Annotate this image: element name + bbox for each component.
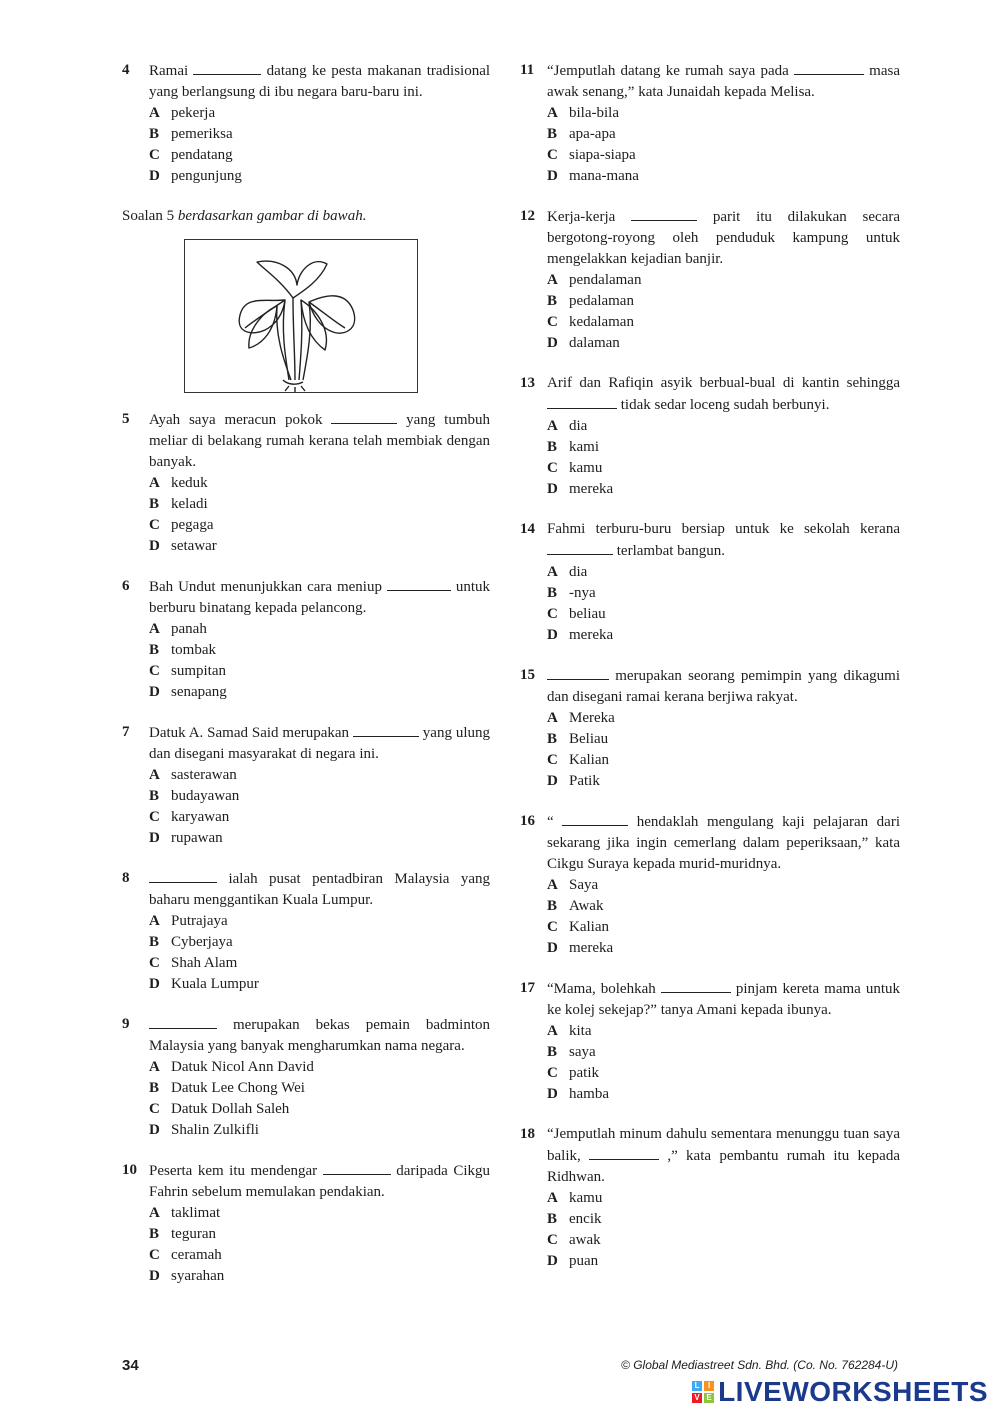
option-letter: A <box>149 105 160 121</box>
option-c[interactable] <box>520 750 900 771</box>
option-text: Putrajaya <box>171 913 228 929</box>
option-d[interactable] <box>122 828 490 849</box>
option-text: setawar <box>171 538 217 554</box>
option-b[interactable] <box>520 1209 900 1230</box>
option-letter: D <box>547 1086 558 1102</box>
option-letter: C <box>149 809 160 825</box>
question-stem <box>122 60 490 103</box>
question-4 <box>122 60 490 187</box>
option-text: keladi <box>171 496 208 512</box>
option-b[interactable] <box>122 786 490 807</box>
option-letter: D <box>149 538 160 554</box>
option-letter: A <box>149 913 160 929</box>
question-number: 8 <box>122 870 130 886</box>
option-text: -nya <box>569 585 596 601</box>
question-6 <box>122 576 490 703</box>
option-letter: B <box>149 1226 160 1242</box>
option-text: rupawan <box>171 830 223 846</box>
stem-text-before: Kerja-kerja <box>547 209 616 225</box>
option-letter: D <box>547 940 558 956</box>
option-text: Beliau <box>569 731 609 747</box>
option-text: sasterawan <box>171 767 237 783</box>
option-text: siapa-siapa <box>569 147 636 163</box>
option-letter: C <box>149 147 160 163</box>
stem-text-after: yang tumbuh meliar di belakang rumah kerana telah membiak dengan banyak. <box>149 412 491 470</box>
answer-blank[interactable] <box>193 60 261 75</box>
option-text: Kalian <box>569 919 609 935</box>
section-5-instruction <box>122 206 490 227</box>
question-number: 6 <box>122 578 130 594</box>
option-text: Patik <box>569 773 600 789</box>
option-text: Shah Alam <box>171 955 238 971</box>
stem-text-before: Bah Undut menunjukkan cara meniup <box>149 579 382 595</box>
question-18 <box>520 1124 900 1272</box>
option-c[interactable] <box>520 1230 900 1251</box>
option-letter: D <box>149 830 160 846</box>
option-letter: A <box>547 877 558 893</box>
option-letter: B <box>149 934 160 950</box>
option-letter: B <box>547 126 558 142</box>
option-text: Mereka <box>569 710 615 726</box>
option-text: patik <box>569 1065 599 1081</box>
option-d[interactable] <box>122 974 490 995</box>
question-number: 11 <box>520 62 535 78</box>
answer-blank[interactable] <box>547 540 613 555</box>
option-letter: B <box>149 126 160 142</box>
stem-text-after: parit itu dilakukan secara bergotong-royong oleh penduduk kampung untuk mengelakkan kejadian banjir. <box>547 209 901 267</box>
option-letter: A <box>149 767 160 783</box>
option-text: mereka <box>569 627 614 643</box>
option-letter: A <box>547 105 558 121</box>
stem-text-after: merupakan bekas pemain badminton Malaysia yang banyak mengharumkan nama negara. <box>149 1017 491 1054</box>
option-d[interactable] <box>122 1266 490 1287</box>
answer-blank[interactable] <box>149 868 217 883</box>
option-letter: D <box>547 1253 558 1269</box>
option-text: dia <box>569 564 588 580</box>
question-number: 14 <box>520 521 535 537</box>
question-16 <box>520 811 900 959</box>
option-text: tombak <box>171 642 216 658</box>
option-letter: C <box>547 147 558 163</box>
question-stem <box>520 1124 900 1188</box>
question-8 <box>122 868 490 995</box>
stem-text-before: Datuk A. Samad Said merupakan <box>149 725 350 741</box>
option-text: pedalaman <box>569 293 634 309</box>
option-a[interactable] <box>122 765 490 786</box>
option-b[interactable] <box>520 1042 900 1063</box>
option-letter: D <box>149 684 160 700</box>
option-text: bila-bila <box>569 105 619 121</box>
question-number: 15 <box>520 667 535 683</box>
option-c[interactable] <box>520 145 900 166</box>
option-text: pendalaman <box>569 272 642 288</box>
option-c[interactable] <box>520 917 900 938</box>
logo-letter-i: I <box>704 1381 714 1391</box>
option-text: budayawan <box>171 788 240 804</box>
option-c[interactable] <box>122 145 490 166</box>
option-text: puan <box>569 1253 599 1269</box>
answer-blank[interactable] <box>661 978 731 993</box>
option-letter: B <box>547 898 558 914</box>
stem-text-before: Ramai <box>149 63 189 79</box>
question-number: 10 <box>122 1162 137 1178</box>
question-stem <box>122 576 490 619</box>
option-a[interactable] <box>520 1188 900 1209</box>
option-letter: D <box>149 976 160 992</box>
option-letter: A <box>547 564 558 580</box>
answer-blank[interactable] <box>547 394 617 409</box>
stem-text-after: ialah pusat pentadbiran Malaysia yang baharu menggantikan Kuala Lumpur. <box>149 871 490 908</box>
option-letter: B <box>149 1080 160 1096</box>
option-text: hamba <box>569 1086 609 1102</box>
logo-letter-e: E <box>704 1393 714 1403</box>
stem-text-after: pinjam kereta mama untuk ke kolej sekejap?” tanya Amani kepada ibunya. <box>547 981 901 1018</box>
option-letter: D <box>149 1122 160 1138</box>
option-a[interactable] <box>520 270 900 291</box>
answer-blank[interactable] <box>589 1145 659 1160</box>
option-text: pendatang <box>171 147 233 163</box>
option-letter: C <box>149 1101 160 1117</box>
option-b[interactable] <box>520 124 900 145</box>
option-a[interactable] <box>122 1057 490 1078</box>
option-c[interactable] <box>520 604 900 625</box>
option-d[interactable] <box>122 166 490 187</box>
option-text: Kalian <box>569 752 609 768</box>
stem-text-before: Fahmi terburu-buru bersiap untuk ke sekolah kerana <box>547 521 900 537</box>
brand-logo-icon <box>692 1381 714 1403</box>
option-b[interactable] <box>122 124 490 145</box>
option-letter: A <box>547 1190 558 1206</box>
option-text: sumpitan <box>171 663 226 679</box>
option-text: karyawan <box>171 809 230 825</box>
stem-text-after: tidak sedar loceng sudah berbunyi. <box>620 397 830 413</box>
option-b[interactable] <box>520 729 900 750</box>
option-a[interactable] <box>122 911 490 932</box>
question-number: 12 <box>520 208 535 224</box>
question-number: 7 <box>122 724 130 740</box>
option-letter: B <box>547 585 558 601</box>
stem-text-before: “ <box>547 814 554 830</box>
option-text: mereka <box>569 940 614 956</box>
option-a[interactable] <box>520 416 900 437</box>
option-letter: A <box>547 1023 558 1039</box>
option-text: pegaga <box>171 517 214 533</box>
option-letter: C <box>547 314 558 330</box>
option-text: syarahan <box>171 1268 225 1284</box>
left-column <box>122 60 490 1306</box>
liveworksheets-brand <box>692 1375 988 1409</box>
stem-text-after: hendaklah mengulang kaji pelajaran dari sekarang jika ingin cemerlang dalam peperiksaan,” kata Cikgu Suraya kepada murid-muridnya. <box>547 814 900 872</box>
question-11 <box>520 60 900 187</box>
question-number: 9 <box>122 1016 130 1032</box>
option-b[interactable] <box>520 291 900 312</box>
plant-picture <box>184 239 418 393</box>
option-letter: C <box>149 517 160 533</box>
option-text: awak <box>569 1232 601 1248</box>
question-stem <box>122 722 490 765</box>
stem-text-after: datang ke pesta makanan tradisional yang berlangsung di ibu negara baru-baru ini. <box>149 63 491 100</box>
question-10 <box>122 1160 490 1287</box>
option-a[interactable] <box>122 103 490 124</box>
right-column <box>520 60 900 1291</box>
option-a[interactable] <box>122 1203 490 1224</box>
option-letter: C <box>149 1247 160 1263</box>
option-text: Shalin Zulkifli <box>171 1122 259 1138</box>
option-b[interactable] <box>122 640 490 661</box>
question-number: 13 <box>520 375 535 391</box>
option-text: ceramah <box>171 1247 222 1263</box>
stem-text-after: masa awak senang,” kata Junaidah kepada Melisa. <box>547 63 900 100</box>
question-stem <box>520 60 900 103</box>
question-7 <box>122 722 490 849</box>
stem-text-before: “Jemputlah datang ke rumah saya pada <box>547 63 789 79</box>
stem-text-after: merupakan seorang pemimpin yang dikagumi dan disegani ramai kerana berjiwa rakyat. <box>547 668 900 705</box>
option-c[interactable] <box>520 1063 900 1084</box>
option-text: Datuk Dollah Saleh <box>171 1101 290 1117</box>
option-c[interactable] <box>122 515 490 536</box>
option-letter: C <box>149 955 160 971</box>
option-a[interactable] <box>520 708 900 729</box>
option-text: taklimat <box>171 1205 221 1221</box>
option-d[interactable] <box>122 536 490 557</box>
option-letter: A <box>149 475 160 491</box>
option-c[interactable] <box>122 1245 490 1266</box>
option-letter: B <box>547 439 558 455</box>
option-text: pekerja <box>171 105 216 121</box>
option-text: pengunjung <box>171 168 242 184</box>
option-text: Kuala Lumpur <box>171 976 259 992</box>
option-d[interactable] <box>122 682 490 703</box>
answer-blank[interactable] <box>562 811 628 826</box>
question-17 <box>520 978 900 1105</box>
option-text: dia <box>569 418 588 434</box>
option-letter: B <box>149 788 160 804</box>
option-text: Saya <box>569 877 599 893</box>
option-a[interactable] <box>122 619 490 640</box>
option-letter: B <box>149 642 160 658</box>
option-letter: B <box>547 1044 558 1060</box>
question-stem <box>520 665 900 708</box>
question-stem <box>520 519 900 562</box>
option-letter: B <box>547 293 558 309</box>
option-letter: C <box>149 663 160 679</box>
answer-blank[interactable] <box>387 576 451 591</box>
option-c[interactable] <box>122 953 490 974</box>
question-number: 17 <box>520 980 535 996</box>
option-letter: D <box>547 773 558 789</box>
option-text: mana-mana <box>569 168 639 184</box>
option-letter: A <box>149 621 160 637</box>
option-d[interactable] <box>520 333 900 354</box>
stem-text-after: terlambat bangun. <box>616 543 726 559</box>
option-text: Datuk Lee Chong Wei <box>171 1080 305 1096</box>
option-b[interactable] <box>520 896 900 917</box>
option-letter: D <box>149 1268 160 1284</box>
option-letter: C <box>547 606 558 622</box>
option-text: teguran <box>171 1226 216 1242</box>
question-12 <box>520 206 900 354</box>
option-b[interactable] <box>122 1224 490 1245</box>
option-letter: D <box>547 335 558 351</box>
question-stem <box>520 811 900 875</box>
option-letter: A <box>547 272 558 288</box>
option-b[interactable] <box>122 932 490 953</box>
option-b[interactable] <box>520 437 900 458</box>
question-number: 5 <box>122 411 130 427</box>
stem-text-before: Ayah saya meracun pokok <box>149 412 323 428</box>
option-text: Awak <box>569 898 604 914</box>
logo-letter-v: V <box>692 1393 702 1403</box>
option-b[interactable] <box>122 494 490 515</box>
question-number: 18 <box>520 1126 535 1142</box>
option-letter: C <box>547 752 558 768</box>
option-letter: C <box>547 919 558 935</box>
option-text: panah <box>171 621 207 637</box>
option-a[interactable] <box>122 473 490 494</box>
option-text: apa-apa <box>569 126 616 142</box>
option-d[interactable] <box>520 625 900 646</box>
page-number: 34 <box>122 1357 139 1374</box>
question-stem <box>520 978 900 1021</box>
option-text: Cyberjaya <box>171 934 233 950</box>
option-letter: A <box>547 418 558 434</box>
question-9 <box>122 1014 490 1141</box>
option-a[interactable] <box>520 562 900 583</box>
option-text: kedalaman <box>569 314 634 330</box>
option-text: kita <box>569 1023 592 1039</box>
question-5 <box>122 409 490 557</box>
option-text: saya <box>569 1044 596 1060</box>
stem-text-after: yang ulung dan disegani masyarakat di negara ini. <box>149 725 490 762</box>
option-text: senapang <box>171 684 227 700</box>
option-letter: D <box>149 168 160 184</box>
option-letter: D <box>547 481 558 497</box>
option-text: pemeriksa <box>171 126 233 142</box>
answer-blank[interactable] <box>331 409 397 424</box>
option-c[interactable] <box>122 1099 490 1120</box>
answer-blank[interactable] <box>794 60 864 75</box>
option-text: beliau <box>569 606 606 622</box>
question-stem <box>122 409 490 473</box>
section-text: berdasarkan gambar di bawah. <box>177 208 367 224</box>
option-letter: A <box>149 1205 160 1221</box>
footer-copyright: © Global Mediastreet Sdn. Bhd. (Co. No. 762284-U) <box>621 1358 898 1372</box>
question-stem <box>122 1014 490 1057</box>
stem-text-before: Arif dan Rafiqin asyik berbual-bual di kantin sehingga <box>547 375 900 391</box>
option-a[interactable] <box>520 103 900 124</box>
option-letter: B <box>547 1211 558 1227</box>
section-label: Soalan 5 <box>122 208 175 224</box>
option-b[interactable] <box>122 1078 490 1099</box>
option-d[interactable] <box>520 1251 900 1272</box>
answer-blank[interactable] <box>631 206 697 221</box>
option-letter: B <box>547 731 558 747</box>
option-letter: C <box>547 1232 558 1248</box>
question-number: 16 <box>520 813 535 829</box>
stem-text-before: “Mama, bolehkah <box>547 981 656 997</box>
stem-text-before: Peserta kem itu mendengar <box>149 1163 318 1179</box>
question-13 <box>520 373 900 500</box>
option-text: encik <box>569 1211 602 1227</box>
option-letter: C <box>547 1065 558 1081</box>
option-d[interactable] <box>122 1120 490 1141</box>
option-c[interactable] <box>122 807 490 828</box>
option-a[interactable] <box>520 1021 900 1042</box>
question-stem <box>122 1160 490 1203</box>
option-text: kamu <box>569 460 603 476</box>
brand-text: LIVEWORKSHEETS <box>718 1376 988 1407</box>
logo-letter-l: L <box>692 1381 702 1391</box>
option-c[interactable] <box>520 458 900 479</box>
option-text: keduk <box>171 475 208 491</box>
option-text: kamu <box>569 1190 603 1206</box>
question-stem <box>520 206 900 270</box>
question-14 <box>520 519 900 646</box>
question-stem <box>520 373 900 416</box>
stem-text-after: daripada Cikgu Fahrin sebelum memulakan pendakian. <box>149 1163 491 1200</box>
question-stem <box>122 868 490 911</box>
option-a[interactable] <box>520 875 900 896</box>
stem-text-before: “Jemputlah minum dahulu sementara menunggu tuan saya balik, <box>547 1126 900 1164</box>
option-d[interactable] <box>520 166 900 187</box>
option-letter: B <box>149 496 160 512</box>
answer-blank[interactable] <box>149 1014 217 1029</box>
option-b[interactable] <box>520 583 900 604</box>
answer-blank[interactable] <box>547 665 609 680</box>
stem-text-after: ,” kata pembantu rumah itu kepada Ridhwan. <box>547 1148 900 1185</box>
answer-blank[interactable] <box>353 722 419 737</box>
option-d[interactable] <box>520 938 900 959</box>
option-d[interactable] <box>520 479 900 500</box>
option-text: dalaman <box>569 335 620 351</box>
question-15 <box>520 665 900 792</box>
option-c[interactable] <box>122 661 490 682</box>
stem-text-after: untuk berburu binatang kepada pelancong. <box>149 579 491 616</box>
option-text: Datuk Nicol Ann David <box>171 1059 314 1075</box>
option-letter: A <box>149 1059 160 1075</box>
option-text: kami <box>569 439 599 455</box>
yam-plant-icon <box>185 240 417 392</box>
option-letter: D <box>547 168 558 184</box>
option-letter: C <box>547 460 558 476</box>
answer-blank[interactable] <box>323 1160 391 1175</box>
option-letter: D <box>547 627 558 643</box>
option-text: mereka <box>569 481 614 497</box>
option-d[interactable] <box>520 1084 900 1105</box>
option-d[interactable] <box>520 771 900 792</box>
question-number: 4 <box>122 62 130 78</box>
option-letter: A <box>547 710 558 726</box>
option-c[interactable] <box>520 312 900 333</box>
